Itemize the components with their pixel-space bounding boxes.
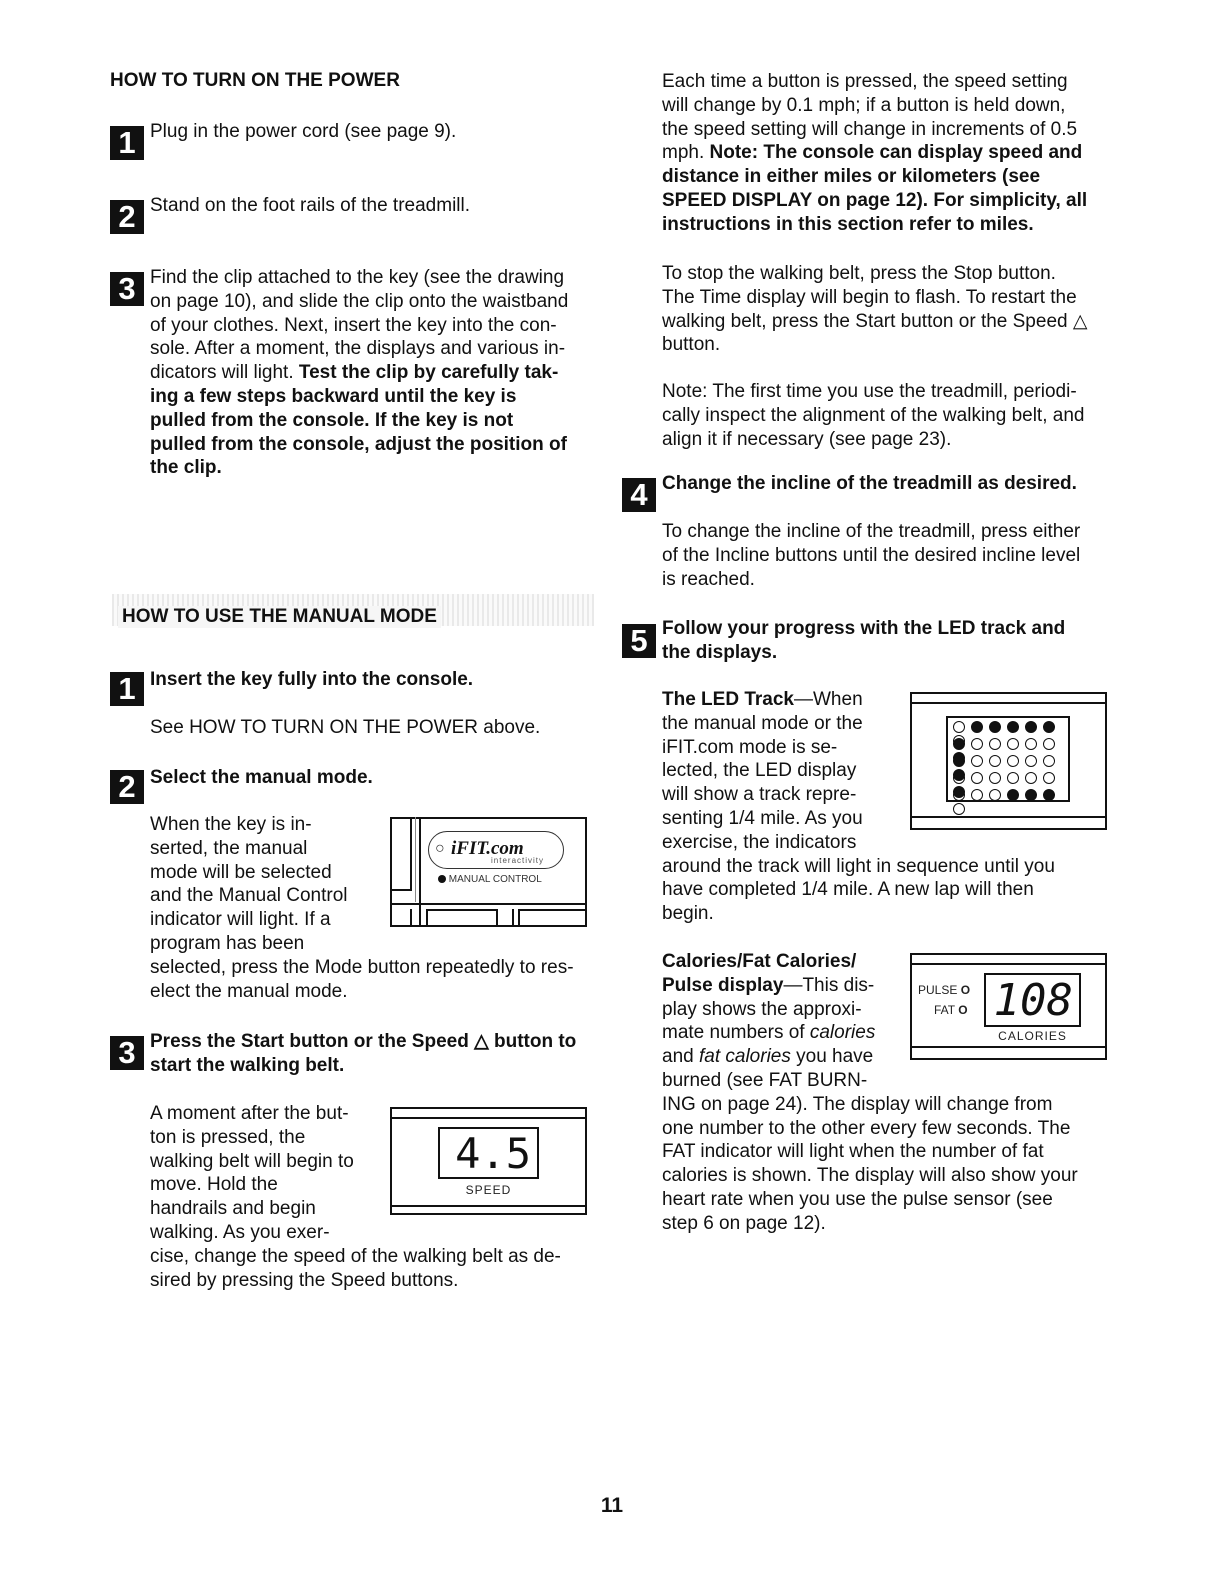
logo-ring-icon: ○: [435, 840, 445, 857]
step-number-3: 3: [110, 1036, 144, 1070]
fat-indicator: FAT O: [934, 1003, 968, 1017]
indicator-dot-icon: [438, 875, 446, 883]
alignment-note-paragraph: Note: The first time you use the treadmill, periodi- cally inspect the alignment of the walking belt, and align it if necessary (see page 23).: [662, 381, 1085, 450]
led-icon: [971, 755, 983, 767]
step-4-title: Change the incline of the treadmill as desired.: [662, 473, 1077, 494]
ifit-logo: iFIT.com: [451, 838, 524, 859]
led-icon: [1043, 755, 1055, 767]
page-number: 11: [600, 1494, 624, 1517]
calories-value: 108: [993, 975, 1073, 1026]
manual-step-1-title: Insert the key fully into the console.: [150, 669, 474, 690]
step-number-3: 3: [110, 272, 144, 306]
led-icon: [1025, 789, 1037, 801]
led-icon: [1043, 772, 1055, 784]
speed-value: 4.5: [455, 1129, 531, 1178]
led-icon: [1025, 721, 1037, 733]
led-icon: [1007, 738, 1019, 750]
led-icon: [971, 789, 983, 801]
manual-step-2-title: Select the manual mode.: [150, 767, 373, 788]
led-track-illustration: [910, 692, 1107, 830]
manual-step-3-title: Press the Start button or the Speed △ button to start the walking belt.: [150, 1031, 577, 1076]
led-icon: [1007, 755, 1019, 767]
speed-display-illustration: [390, 1107, 587, 1215]
led-icon: [1025, 738, 1037, 750]
step-number-5: 5: [622, 624, 656, 658]
led-grid: [946, 716, 1070, 802]
led-icon: [989, 721, 1001, 733]
manual-console-illustration: [390, 817, 587, 927]
led-icon: [989, 789, 1001, 801]
manual-control-indicator: MANUAL CONTROL: [438, 874, 542, 885]
led-icon: [971, 738, 983, 750]
led-icon: [989, 772, 1001, 784]
power-heading: HOW TO TURN ON THE POWER: [110, 70, 400, 91]
led-icon: [989, 738, 1001, 750]
led-icon: [1007, 789, 1019, 801]
led-icon: [1025, 772, 1037, 784]
speed-label: SPEED: [465, 1183, 512, 1197]
step-5-title: Follow your progress with the LED track and the displays.: [662, 618, 1066, 663]
calories-readout: [984, 973, 1081, 1027]
step-number-4: 4: [622, 478, 656, 512]
led-icon: [1025, 755, 1037, 767]
led-icon: [1007, 721, 1019, 733]
ifit-logo-sub: interactivity: [491, 856, 545, 865]
power-step-2-text: Stand on the foot rails of the treadmill.: [150, 195, 471, 216]
calories-paragraph: Calories/Fat Calories/ Pulse display—This dis- play shows the approxi- mate numbers of calories and fat calories you have burned (see FAT BURN- ING on page 24). The display will change from one number to the other every few seconds. The FAT indicator will light when the number of fat calories is shown. The display will also show your heart rate when you use the pulse sensor (see step 6 on page 12).: [662, 951, 1078, 1234]
led-icon: [1007, 772, 1019, 784]
stop-belt-paragraph: To stop the walking belt, press the Stop button. The Time display will begin to flash. To restart the walking belt, press the Start button or the Speed △ button.: [662, 263, 1088, 356]
calories-display-illustration: [910, 953, 1107, 1060]
step-number-2: 2: [110, 770, 144, 804]
led-icon: [953, 755, 965, 767]
power-step-3-text: Find the clip attached to the key (see the drawing on page 10), and slide the clip onto the waistband of your clothes. Next, insert the key into the con- sole. After a moment, the displays and various in- dicators will light. Test the clip by carefully tak- ing a few steps backward until the key is pulled from the console. If the key is not pulled from the console, adjust the position of the clip.: [150, 267, 569, 479]
led-icon: [989, 755, 1001, 767]
led-icon: [971, 772, 983, 784]
indicator-circle-icon: O: [960, 983, 971, 997]
led-icon: [953, 789, 965, 801]
speed-readout: [438, 1127, 539, 1179]
manual-step-2-text: When the key is in- serted, the manual mode will be selected and the Manual Control indicator will light. If a program has been selected, press the Mode button repeatedly to res- elect the manual mode.: [150, 814, 574, 1002]
pulse-indicator: PULSE O: [918, 983, 971, 997]
step-number-1: 1: [110, 126, 144, 160]
led-icon: [953, 738, 965, 750]
led-track-paragraph: The LED Track—When the manual mode or the iFIT.com mode is se- lected, the LED display will show a track repre- senting 1/4 mile. As you exercise, the indicators around the track will light in sequence until you have completed 1/4 mile. A new lap will then begin.: [662, 689, 1055, 925]
step-4-text: To change the incline of the treadmill, press either of the Incline buttons until the desired incline level is reached.: [662, 521, 1081, 590]
led-icon: [1043, 738, 1055, 750]
calories-label: CALORIES: [998, 1029, 1067, 1043]
manual-heading: HOW TO USE THE MANUAL MODE: [118, 606, 441, 628]
led-icon: [1043, 721, 1055, 733]
power-step-1-text: Plug in the power cord (see page 9).: [150, 121, 457, 142]
led-icon: [953, 803, 965, 815]
step-number-2: 2: [110, 200, 144, 234]
led-icon: [1043, 789, 1055, 801]
manual-step-3-text: A moment after the but- ton is pressed, the walking belt will begin to move. Hold the handrails and begin walking. As you exer- cise, change the speed of the walking belt as de- sired by pressing the Speed buttons.: [150, 1103, 561, 1291]
ifit-logo-badge: [428, 831, 564, 869]
speed-change-paragraph: Each time a button is pressed, the speed setting will change by 0.1 mph; if a button is held down, the speed setting will change in increments of 0.5 mph. Note: The console can display speed and distance in either miles or kilometers (see SPEED DISPLAY on page 12). For simplicity, all instructions in this section refer to miles.: [662, 71, 1088, 235]
led-icon: [971, 721, 983, 733]
indicator-circle-icon: O: [958, 1003, 968, 1017]
led-icon: [953, 721, 965, 733]
step-number-1: 1: [110, 672, 144, 706]
led-icon: [953, 772, 965, 784]
manual-step-1-text: See HOW TO TURN ON THE POWER above.: [150, 717, 541, 738]
